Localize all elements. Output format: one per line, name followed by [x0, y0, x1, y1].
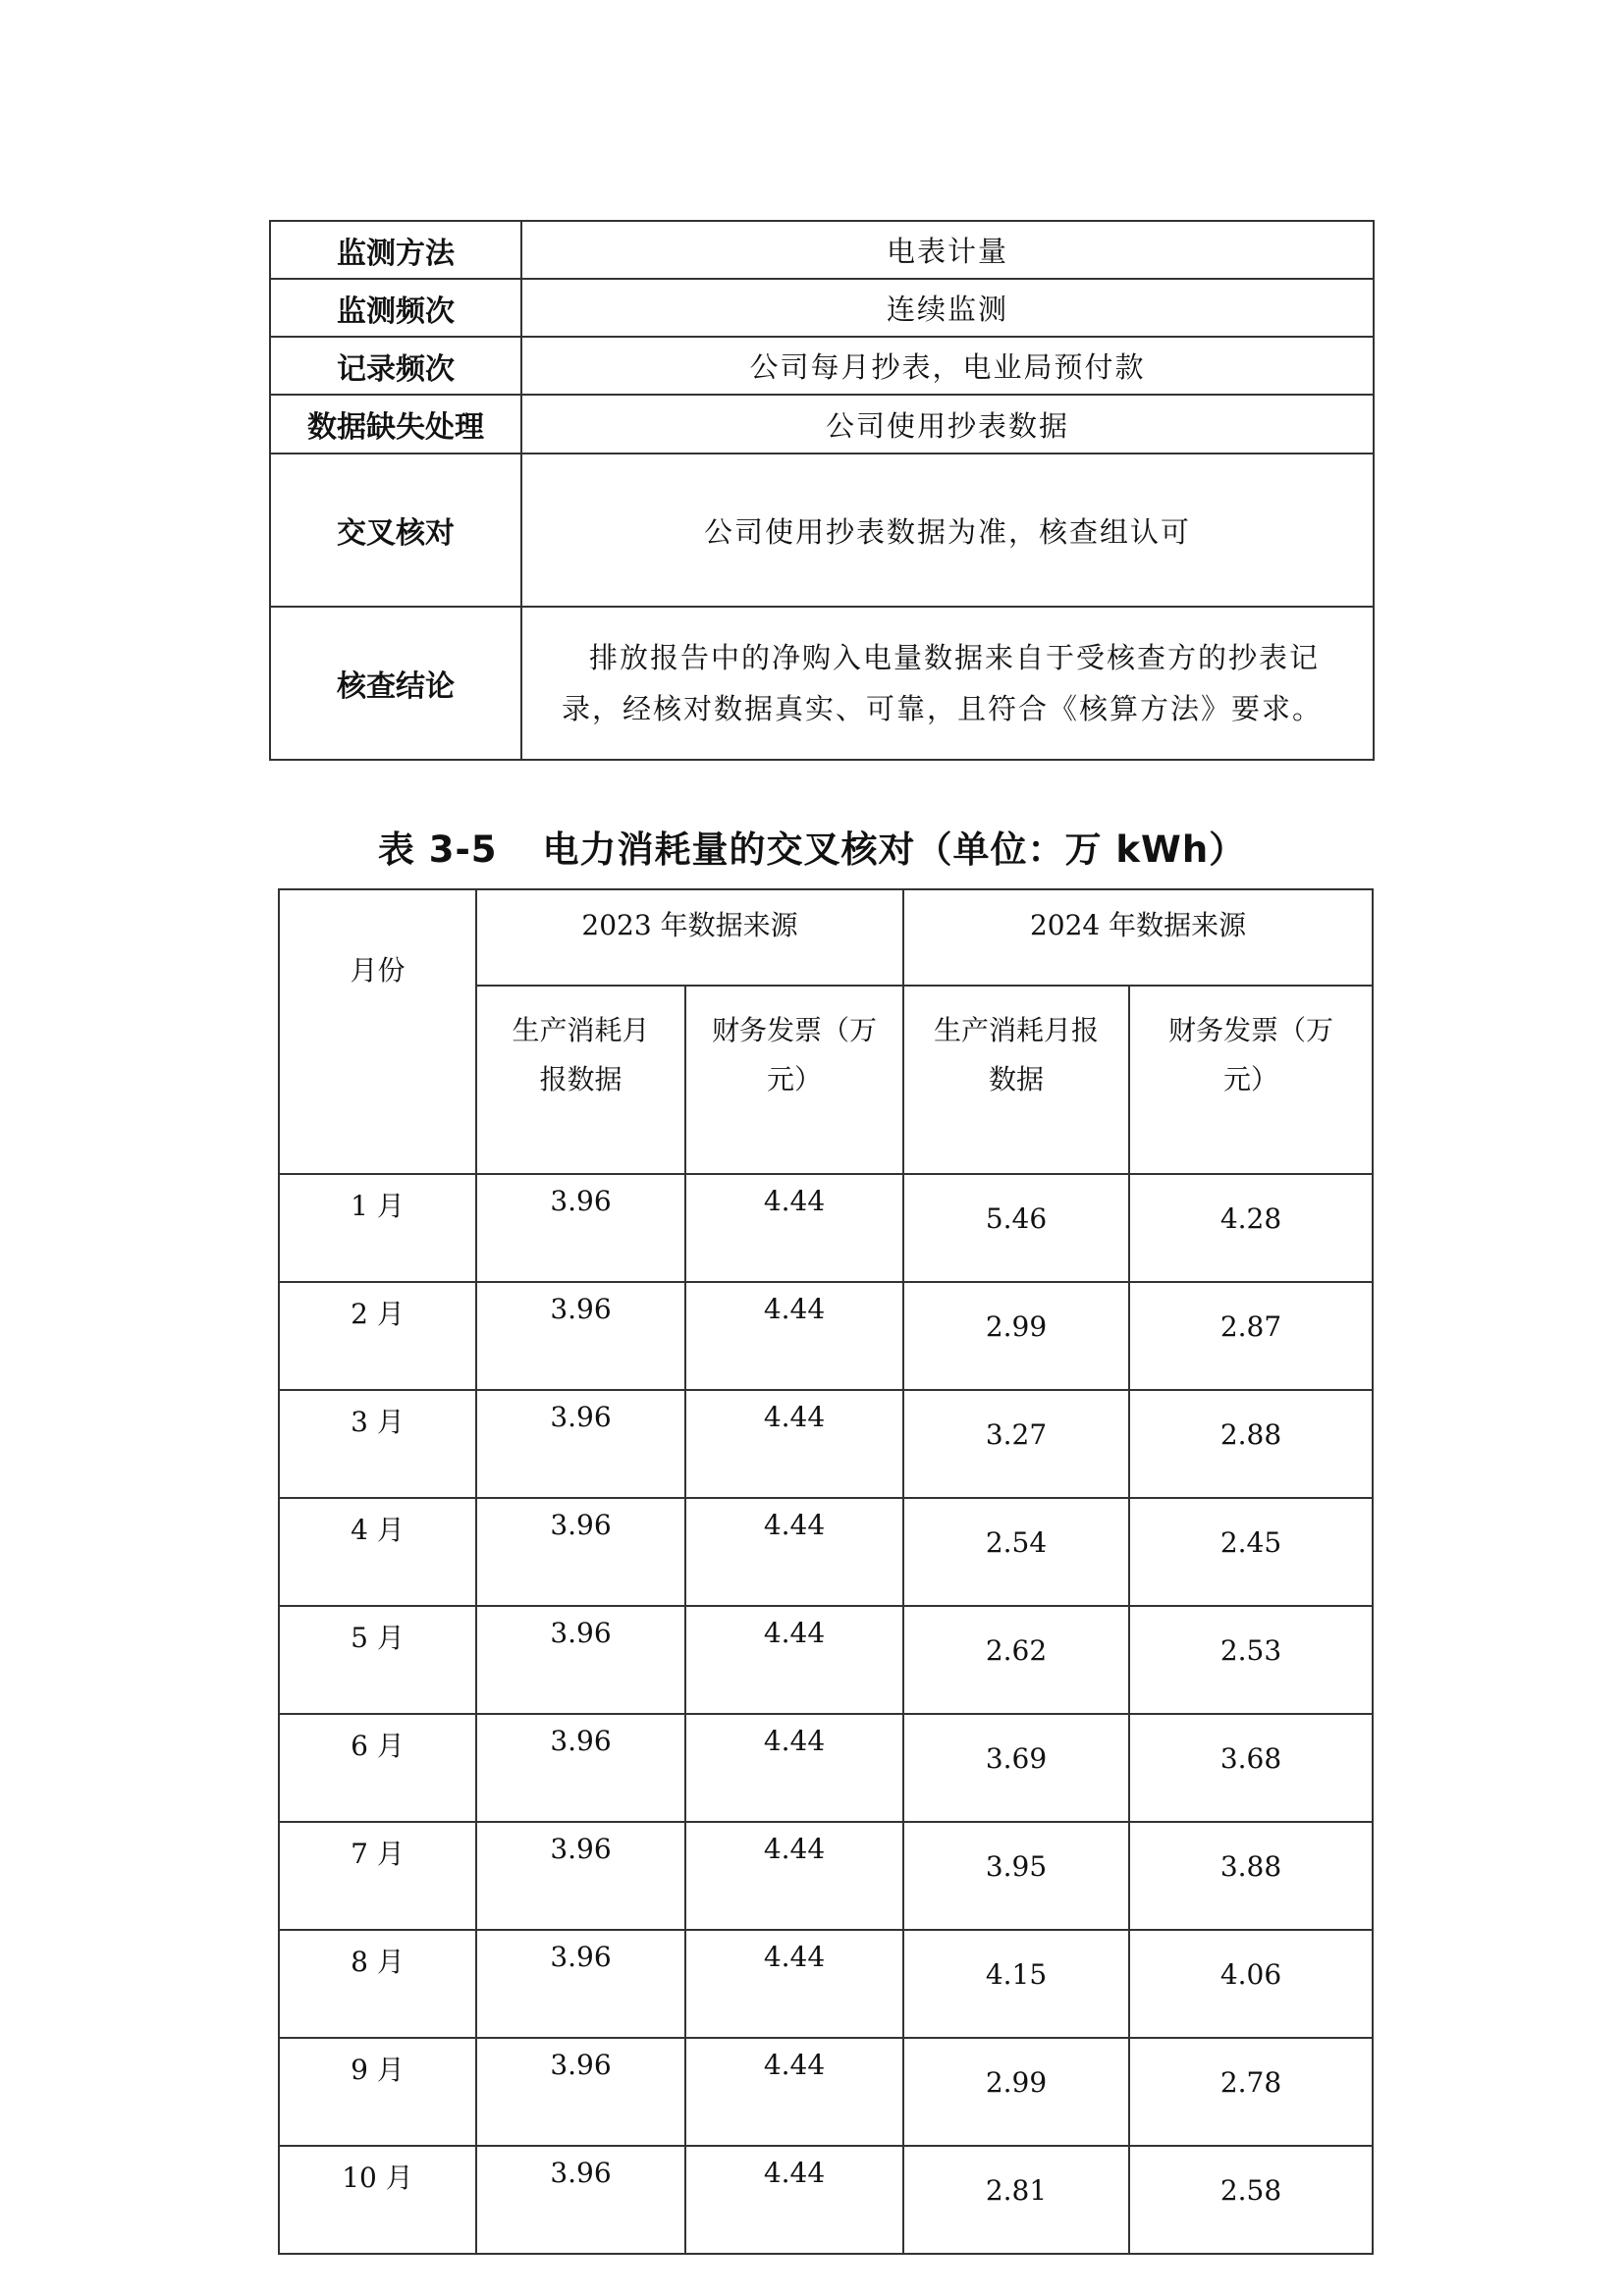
value-2023-invoice: 4.44: [685, 2146, 903, 2254]
value-2023-invoice: 4.44: [685, 1930, 903, 2038]
table-row: [270, 607, 1374, 760]
value-2024-production: 3.69: [903, 1714, 1129, 1822]
value-2024-invoice: 2.78: [1129, 2038, 1373, 2146]
value-2024-invoice: 4.06: [1129, 1930, 1373, 2038]
header-month: 月份: [279, 889, 476, 1174]
row-label: 监测方法: [270, 221, 521, 279]
table-row: [279, 2038, 1373, 2146]
table-row: [270, 454, 1374, 607]
value-2024-production: 2.62: [903, 1606, 1129, 1714]
row-label: 监测频次: [270, 279, 521, 337]
table-row: [279, 1174, 1373, 1282]
month-cell: 2 月: [279, 1282, 476, 1390]
row-label: 交叉核对: [270, 454, 521, 607]
value-2024-invoice: 2.87: [1129, 1282, 1373, 1390]
header-2024-source: 2024 年数据来源: [903, 889, 1373, 986]
row-value: 公司每月抄表，电业局预付款: [521, 337, 1374, 395]
value-2023-production: 3.96: [476, 1714, 685, 1822]
header-row: [279, 889, 1373, 986]
row-value: 公司使用抄表数据: [521, 395, 1374, 454]
value-2023-invoice: 4.44: [685, 1498, 903, 1606]
value-2023-invoice: 4.44: [685, 1714, 903, 1822]
row-value: 公司使用抄表数据为准，核查组认可: [521, 454, 1374, 607]
value-2024-invoice: 2.45: [1129, 1498, 1373, 1606]
table-row: [270, 395, 1374, 454]
value-2023-invoice: 4.44: [685, 2038, 903, 2146]
row-label: 核查结论: [270, 607, 521, 760]
value-2023-production: 3.96: [476, 1606, 685, 1714]
value-2023-production: 3.96: [476, 1822, 685, 1930]
month-cell: 9 月: [279, 2038, 476, 2146]
table-row: [270, 337, 1374, 395]
value-2023-invoice: 4.44: [685, 1822, 903, 1930]
month-cell: 4 月: [279, 1498, 476, 1606]
table-row: [279, 1498, 1373, 1606]
header-2023-source: 2023 年数据来源: [476, 889, 903, 986]
value-2023-invoice: 4.44: [685, 1390, 903, 1498]
table-caption: [0, 820, 1624, 873]
month-cell: 1 月: [279, 1174, 476, 1282]
value-2023-invoice: 4.44: [685, 1606, 903, 1714]
value-2024-production: 2.81: [903, 2146, 1129, 2254]
month-cell: 7 月: [279, 1822, 476, 1930]
month-cell: 5 月: [279, 1606, 476, 1714]
table-row: [270, 221, 1374, 279]
header-2023-invoice: 财务发票（万元）: [685, 986, 903, 1174]
value-2024-invoice: 2.53: [1129, 1606, 1373, 1714]
header-2023-production: 生产消耗月报数据: [476, 986, 685, 1174]
value-2024-production: 2.54: [903, 1498, 1129, 1606]
value-2023-invoice: 4.44: [685, 1282, 903, 1390]
table-row: [279, 1714, 1373, 1822]
value-2023-production: 3.96: [476, 1282, 685, 1390]
value-2024-production: 5.46: [903, 1174, 1129, 1282]
value-2023-production: 3.96: [476, 1390, 685, 1498]
monitoring-info-table: [269, 220, 1375, 761]
value-2024-production: 3.27: [903, 1390, 1129, 1498]
row-label: 数据缺失处理: [270, 395, 521, 454]
table-row: [270, 279, 1374, 337]
month-cell: 3 月: [279, 1390, 476, 1498]
row-label: 记录频次: [270, 337, 521, 395]
table-row: [279, 1282, 1373, 1390]
electricity-crosscheck-table: [278, 888, 1374, 2255]
value-2024-invoice: 4.28: [1129, 1174, 1373, 1282]
value-2024-production: 2.99: [903, 2038, 1129, 2146]
value-2023-production: 3.96: [476, 1174, 685, 1282]
value-2024-production: 2.99: [903, 1282, 1129, 1390]
value-2023-production: 3.96: [476, 2146, 685, 2254]
value-2023-production: 3.96: [476, 1498, 685, 1606]
table-number: 表 3-5: [377, 828, 498, 871]
table-row: [279, 1390, 1373, 1498]
table-row: [279, 1822, 1373, 1930]
value-2023-production: 3.96: [476, 1930, 685, 2038]
verification-conclusion-text: 排放报告中的净购入电量数据来自于受核查方的抄表记录，经核对数据真实、可靠，且符合《核算方法》要求。: [521, 607, 1374, 760]
row-value: 连续监测: [521, 279, 1374, 337]
value-2023-invoice: 4.44: [685, 1174, 903, 1282]
month-cell: 8 月: [279, 1930, 476, 2038]
table-row: [279, 1606, 1373, 1714]
header-2024-invoice: 财务发票（万元）: [1129, 986, 1373, 1174]
value-2024-invoice: 2.58: [1129, 2146, 1373, 2254]
value-2024-production: 4.15: [903, 1930, 1129, 2038]
month-cell: 10 月: [279, 2146, 476, 2254]
value-2023-production: 3.96: [476, 2038, 685, 2146]
month-cell: 6 月: [279, 1714, 476, 1822]
header-2024-production: 生产消耗月报数据: [903, 986, 1129, 1174]
table-row: [279, 2146, 1373, 2254]
value-2024-invoice: 3.68: [1129, 1714, 1373, 1822]
table-row: [279, 1930, 1373, 2038]
value-2024-production: 3.95: [903, 1822, 1129, 1930]
table-title: 电力消耗量的交叉核对（单位：万 kWh）: [542, 828, 1247, 871]
value-2024-invoice: 2.88: [1129, 1390, 1373, 1498]
value-2024-invoice: 3.88: [1129, 1822, 1373, 1930]
row-value: 电表计量: [521, 221, 1374, 279]
electricity-table-body: [279, 1174, 1373, 2254]
